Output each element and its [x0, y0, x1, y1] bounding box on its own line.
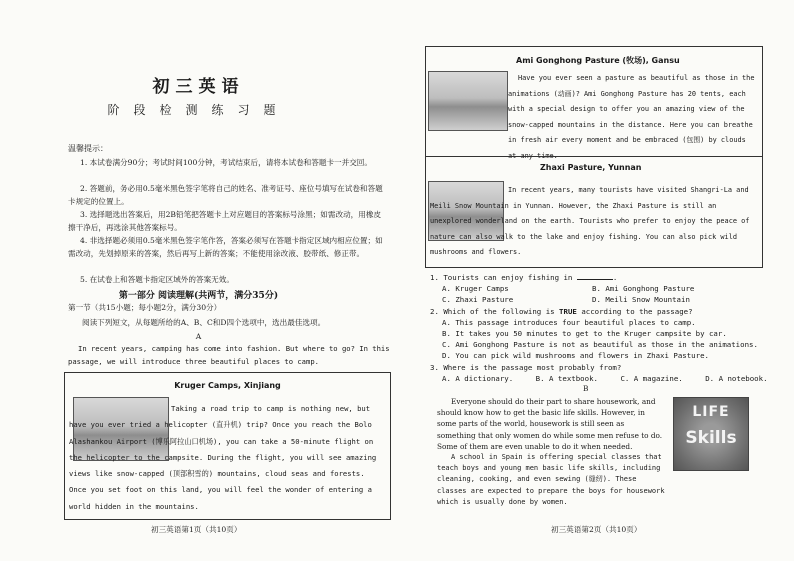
notice-item: 2. 答题前，务必用0.5毫米黑色签字笔将自己的姓名、准考证号、座位号填写在试卷和答题卡规定的位置上。 — [68, 184, 383, 206]
life-skills-image — [673, 397, 749, 471]
q2-stem-bold: TRUE — [559, 307, 577, 316]
passage-intro: In recent years, camping has come into fashion. But where to go? In this passage, we will introduce three beautiful places to camp. — [68, 344, 390, 366]
section-info: 第一节（共15小题；每小题2分，满分30分） — [68, 303, 222, 312]
notice-header: 温馨提示： — [68, 144, 108, 153]
q2-option-c: C. Ami Gonghong Pasture is not as beautiful as those in the animations. — [442, 340, 758, 349]
box-divider — [426, 156, 762, 157]
life-image-text: LIFE — [692, 404, 730, 420]
zhaxi-title: Zhaxi Pasture, Yunnan — [540, 163, 642, 172]
notice-item: 5. 在试卷上和答题卡指定区域外的答案无效。 — [80, 275, 234, 284]
zhaxi-text: In recent years, many tourists have visited Shangri-La and Meili Snow Mountain in Yunnan. However, the Zhaxi Pasture is still an unexplored wonderland on the earth. Tourists who prefer to enjoy the peace of nature can also walk to the lake and enjoy fishing. You can also pick wild mushrooms and flowers. — [430, 186, 750, 256]
ami-text: Have you ever seen a pasture as beautiful as those in the animations (动画)? Ami Gonghong Pasture has 20 tents, each with a special design to offer you an amazing view of the snow-capped mountains in the distance. Here you can breathe in fresh air every moment and be embraced (包围) by clouds at any time. — [508, 74, 755, 160]
notice-item: 3. 选择题选出答案后，用2B铅笔把答题卡上对应题目的答案标号涂黑；如需改动，用橡皮擦干净后，再选涂其他答案标号。 — [68, 210, 382, 232]
page-footer: 初三英语第2页（共10页） — [551, 525, 642, 534]
q3-stem: 3. Where is the passage most probably from? — [430, 363, 622, 372]
question-2 — [430, 306, 780, 361]
ami-title: Ami Gonghong Pasture (牧场), Gansu — [516, 56, 680, 65]
notice-item: 4. 非选择题必须用0.5毫米黑色签字笔作答，答案必须写在答题卡指定区域内相应位置；如需改动，先划掉原来的答案，然后再写上新的答案；不能使用涂改液、胶带纸、修正带。 — [68, 236, 383, 258]
q1-option-c: C. Zhaxi Pasture — [442, 295, 514, 304]
q2-option-d: D. You can pick wild mushrooms and flowers in Zhaxi Pasture. — [442, 351, 709, 360]
passage-b-label: B — [583, 384, 589, 393]
pasture-box — [425, 46, 763, 268]
q2-stem-after: according to the passage? — [581, 307, 693, 316]
exam-subtitle: 阶段检测练习题 — [107, 103, 290, 117]
q1-stem: 1. Tourists can enjoy fishing in — [430, 273, 573, 282]
kruger-title: Kruger Camps, Xinjiang — [174, 381, 281, 390]
q3-option-a: A. A dictionary. — [442, 374, 514, 383]
part-title: 第一部分 阅读理解(共两节，满分35分) — [118, 291, 279, 301]
notice-item: 1. 本试卷满分90分；考试时间100分钟，考试结束后，请将本试卷和答题卡一并交回。 — [80, 158, 372, 167]
kruger-box — [64, 372, 391, 520]
question-3 — [430, 362, 780, 384]
q2-stem-before: 2. Which of the following is — [430, 307, 555, 316]
page-footer: 初三英语第1页（共10页） — [151, 525, 242, 534]
q1-option-d: D. Meili Snow Mountain — [592, 295, 690, 304]
q3-option-b: B. A textbook. — [535, 374, 598, 383]
passage-b-paragraph-2: A school in Spain is offering special classes that teach boys and young men basic life skills, including cleaning, cooking, and even sewing (缝纫). These classes are expected to prepare the boys for housework which is usually done by women. — [437, 453, 665, 506]
q3-option-c: C. A magazine. — [620, 374, 683, 383]
passage-b-paragraph-1: Everyone should do their part to share housework, and should know how to get the basic life skills. However, in some parts of the world, housework is still seen as something that only women do while some men refuse to do. Some of them are even unable to do it when needed. — [437, 397, 663, 451]
q2-option-b: B. It takes you 50 minutes to get to the Kruger campsite by car. — [442, 329, 727, 338]
question-1: 1. Tourists can enjoy fishing in . A. Kruger Camps B. Ami Gonghong Pasture C. Zhaxi Pasture D. Meili Snow Mountain — [430, 272, 780, 305]
exam-title: 初三英语 — [152, 77, 245, 97]
pasture-photo — [428, 71, 508, 131]
q1-option-a: A. Kruger Camps — [442, 284, 509, 293]
skills-image-text: Skills — [685, 428, 737, 448]
q3-option-d: D. A notebook. — [705, 374, 768, 383]
q2-option-a: A. This passage introduces four beautiful places to camp. — [442, 318, 696, 327]
kruger-text: Taking a road trip to camp is nothing new, but have you ever tried a helicopter (直升机) trip? Once you reach the Bolo Alashankou Airport (博乐阿拉山口机场), you can take a 50-minute flight on the helicopter to the campsite. During the flight, you will see amazing views like snow-capped (顶部积雪的) mountains, cloud seas and forests. Once you set foot on this land, you will feel the wonder of entering a world hidden in the mountains. — [69, 404, 377, 511]
q1-option-b: B. Ami Gonghong Pasture — [592, 284, 695, 293]
passage-label: A — [195, 332, 202, 341]
answer-blank — [577, 279, 613, 280]
directions: 阅读下列短文，从每题所给的A、B、C和D四个选项中，选出最佳选项。 — [82, 318, 326, 327]
